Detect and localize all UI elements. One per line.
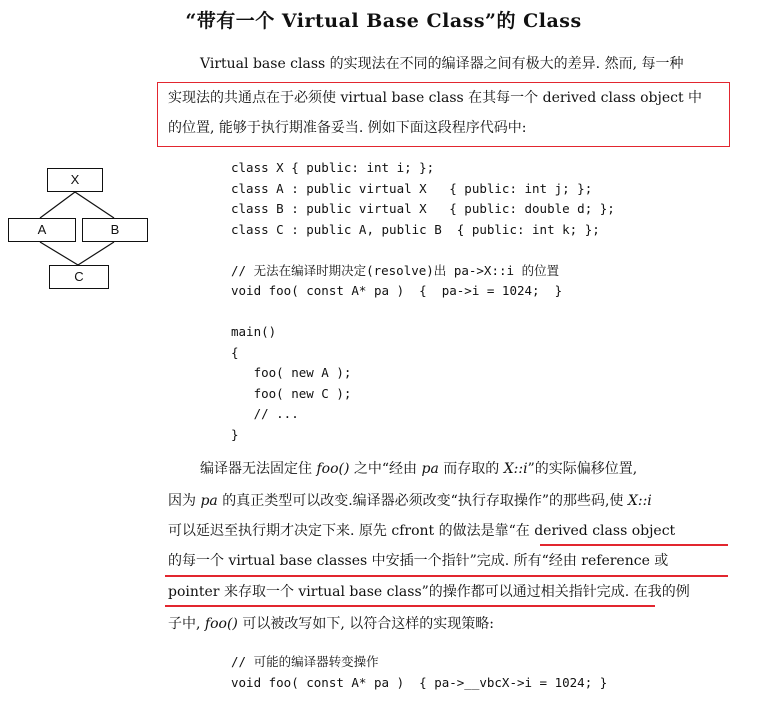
code-comment: // 无法在编译时期决定(resolve)出 pa->X::i 的位置 xyxy=(231,262,560,278)
paragraph2-line6 xyxy=(168,610,494,639)
edge-x-a xyxy=(40,192,75,218)
code-line: foo( new A ); xyxy=(231,365,352,380)
underline-2 xyxy=(165,575,728,577)
code-line: main() xyxy=(231,324,277,339)
paragraph1-line3: 的位置, 能够于执行期准备妥当. 例如下面这段程序代码中: xyxy=(168,120,527,136)
italic-span: X::i xyxy=(627,493,652,509)
underline-1 xyxy=(540,544,728,546)
paragraph2-line1 xyxy=(200,455,637,484)
text-span: ”的实际偏移位置, xyxy=(527,461,638,477)
code-line: void foo( const A* pa ) { pa->i = 1024; } xyxy=(231,283,563,298)
text-span: 而存取的 xyxy=(438,461,504,477)
edge-x-b xyxy=(75,192,114,218)
code-line: class A : public virtual X { public: int j; }; xyxy=(231,180,593,196)
italic-span: pa xyxy=(200,493,218,509)
code-line: { xyxy=(231,344,239,360)
paragraph1-line1: Virtual base class 的实现法在不同的编译器之间有极大的差异. 然而, 每一种 xyxy=(200,56,684,72)
underline-3 xyxy=(165,605,655,607)
node-b: B xyxy=(82,218,148,242)
paragraph2-line3: 可以延迟至执行期才决定下来. 原先 cfront 的做法是靠“在 derived class object xyxy=(168,523,676,539)
italic-span: X::i xyxy=(503,461,528,477)
code-line: class B : public virtual X { public: double d; }; xyxy=(231,201,615,216)
code-line: class X { public: int i; }; xyxy=(231,160,435,175)
paragraph2-line4: 的每一个 virtual base classes 中安插一个指针”完成. 所有“经由 reference 或 xyxy=(168,553,669,569)
paragraph1-line2: 实现法的共通点在于必须使 virtual base class 在其每一个 derived class object 中 xyxy=(168,90,703,106)
code-block-1 xyxy=(231,158,615,445)
italic-span: foo() xyxy=(204,616,238,632)
paragraph2-line2 xyxy=(168,487,652,516)
edge-a-c xyxy=(40,242,78,265)
text-span: 可以被改写如下, 以符合这样的实现策略: xyxy=(237,616,494,632)
code-block-2 xyxy=(231,652,607,693)
code-line: } xyxy=(231,426,239,442)
section-title: “带有一个 Virtual Base Class”的 Class xyxy=(185,10,582,32)
node-c: C xyxy=(49,265,109,289)
code-comment: // 可能的编译器转变操作 xyxy=(231,654,379,669)
italic-span: foo() xyxy=(316,461,350,477)
text-span: 编译器无法固定住 xyxy=(200,461,317,477)
italic-span: pa xyxy=(421,461,439,477)
node-x: X xyxy=(47,168,103,192)
code-line: void foo( const A* pa ) { pa->__vbcX->i = 1024; } xyxy=(231,674,608,690)
code-line: class C : public A, public B { public: int k; }; xyxy=(231,221,600,237)
text-span: 因为 xyxy=(168,493,201,509)
text-span: 之中“经由 xyxy=(349,461,422,477)
code-line: // ... xyxy=(231,406,299,421)
paragraph2-line5: pointer 来存取一个 virtual base class”的操作都可以通过相关指针完成. 在我的例 xyxy=(168,584,690,600)
text-span: 的真正类型可以改变.编译器必须改变“执行存取操作”的那些码,使 xyxy=(217,493,628,509)
code-line: foo( new C ); xyxy=(231,385,352,401)
text-span: 子中, xyxy=(168,616,205,632)
code-line xyxy=(231,240,615,261)
edge-b-c xyxy=(78,242,114,265)
code-line xyxy=(231,302,615,323)
node-a: A xyxy=(8,218,76,242)
